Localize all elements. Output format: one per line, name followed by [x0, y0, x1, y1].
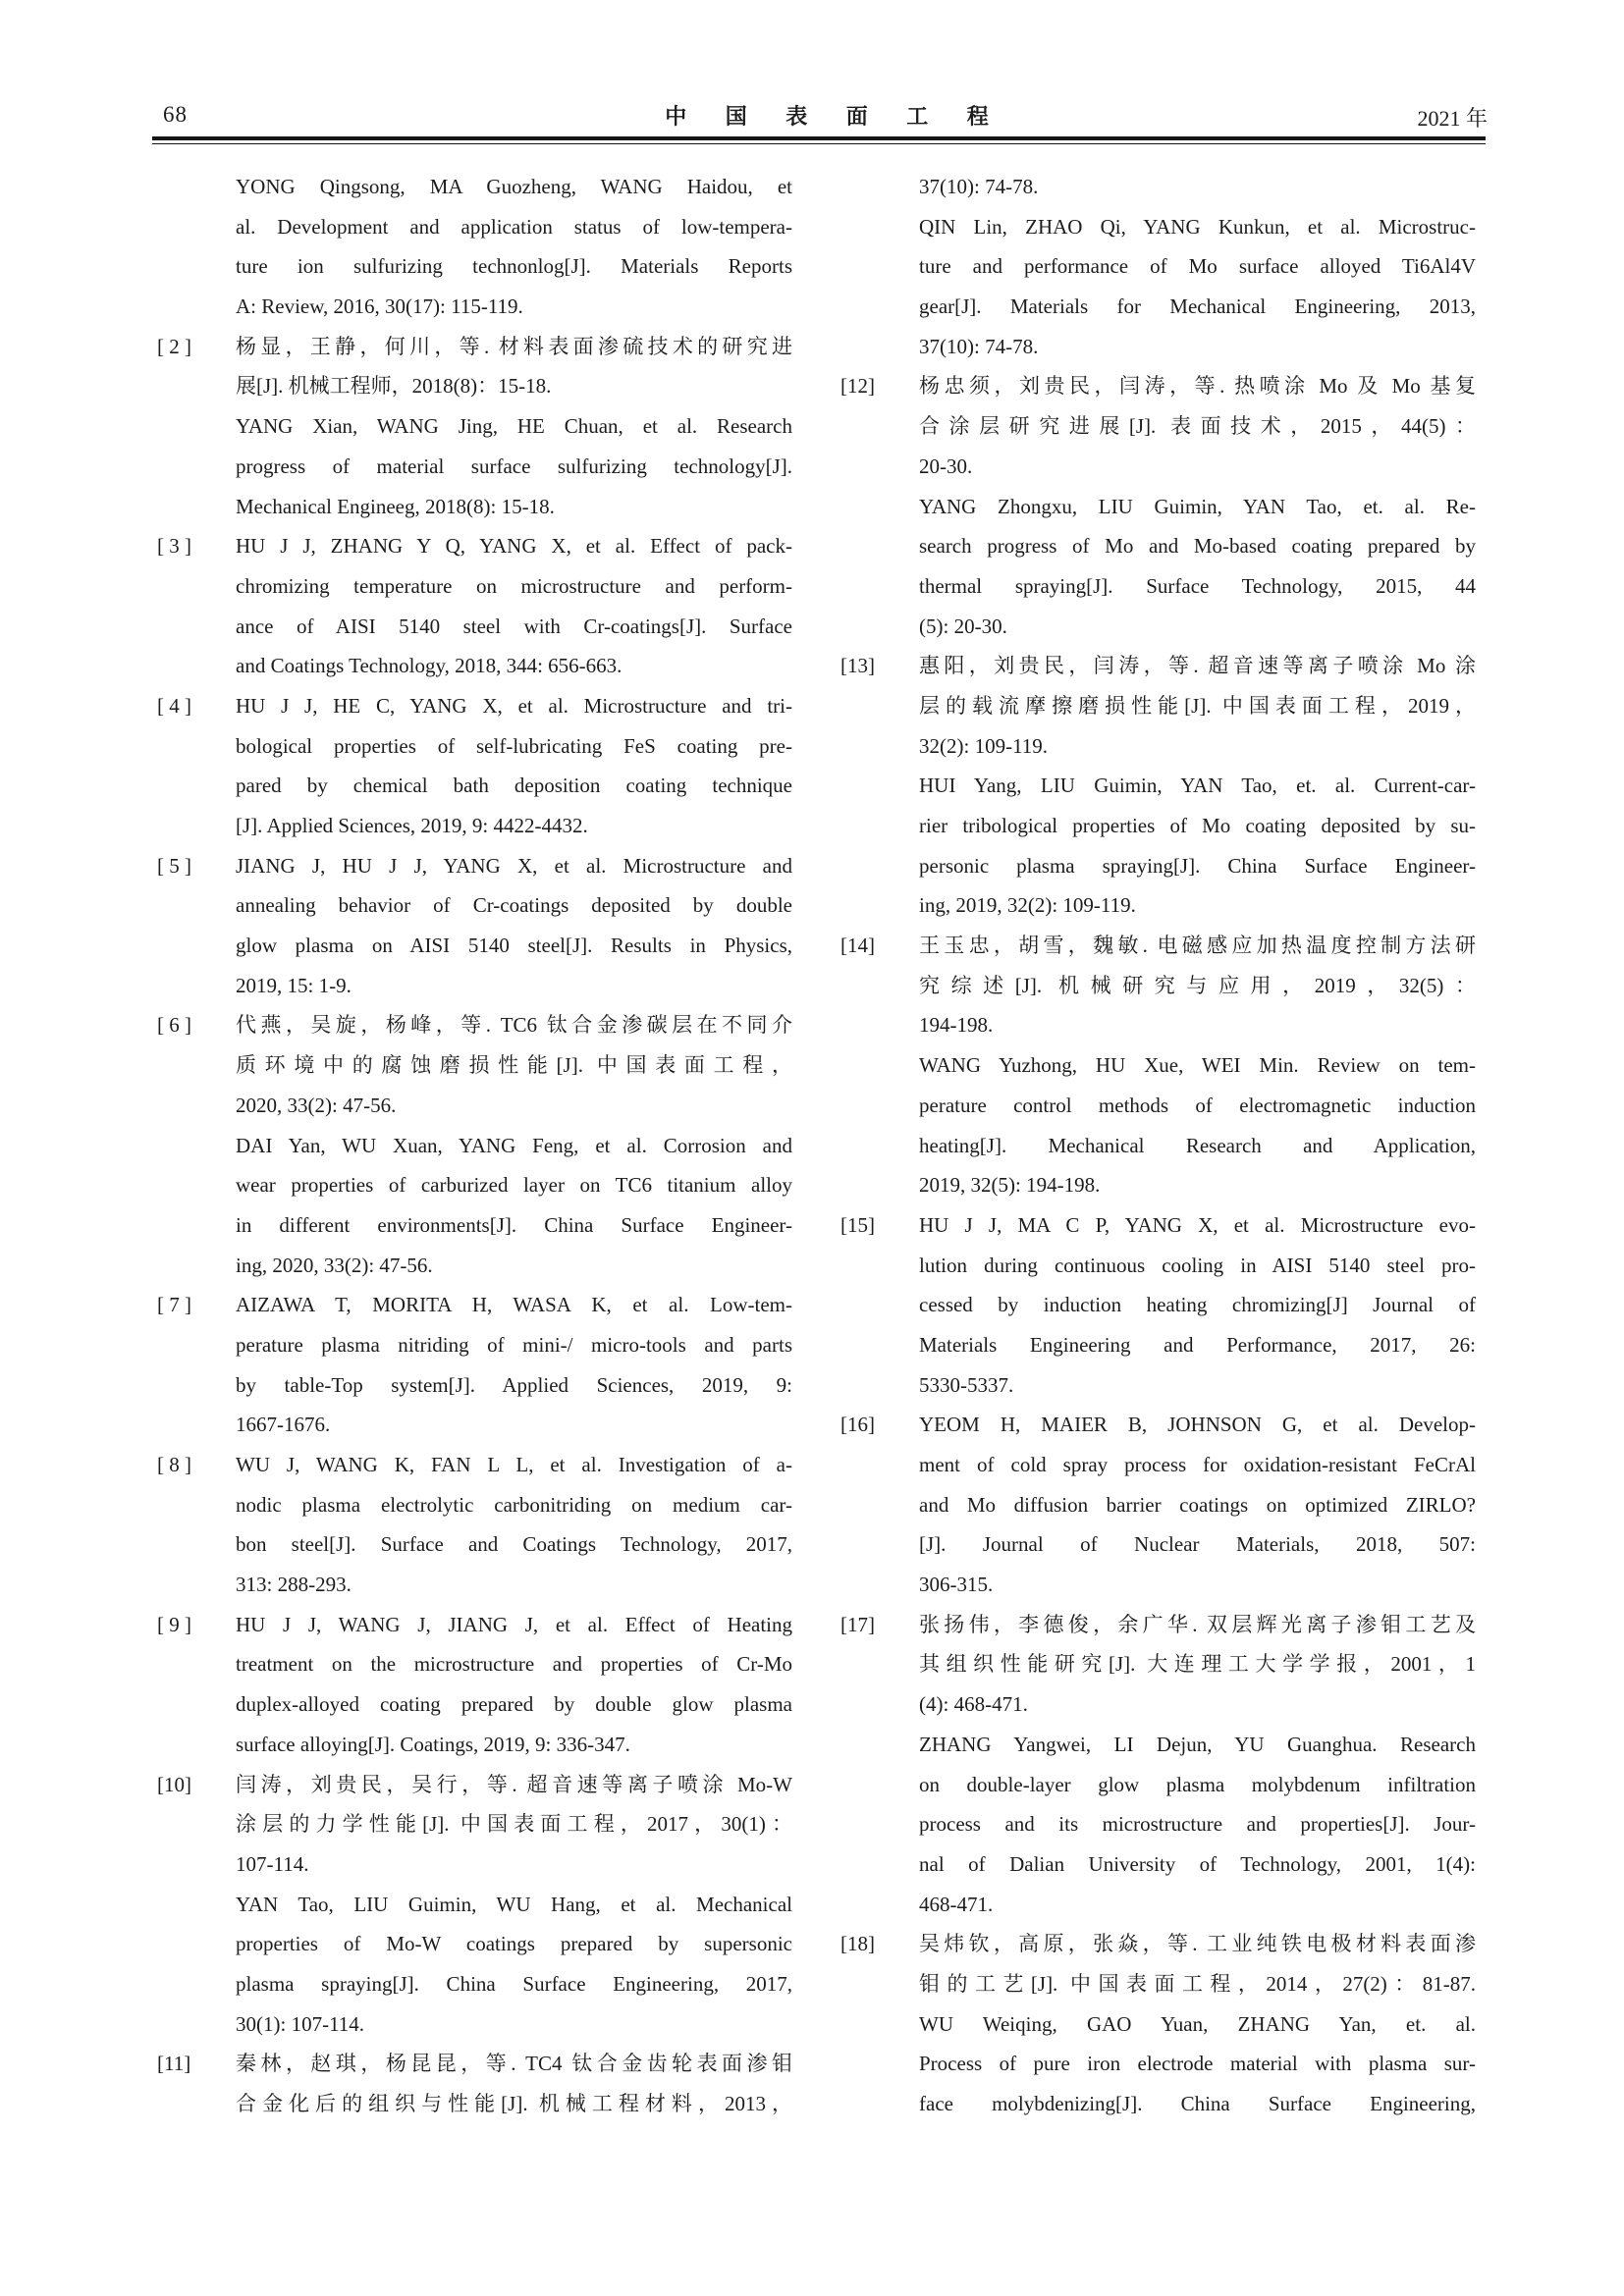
reference-label: [ 7 ]	[157, 1293, 191, 1317]
reference-item	[840, 167, 1476, 366]
reference-line: 其组织性能研究[J]. 大连理工大学学报，2001，1	[919, 1652, 1476, 1677]
reference-item	[840, 926, 1476, 1205]
reference-line: 2020, 33(2): 47-56.	[236, 1093, 397, 1117]
reference-line: chromizing temperature on microstructure and perform-	[236, 573, 792, 598]
reference-line: HU J J, MA C P, YANG X, et al. Microstructure evo-	[919, 1212, 1476, 1237]
reference-label: [11]	[157, 2052, 191, 2076]
reference-item	[840, 646, 1476, 926]
reference-label: [13]	[840, 654, 875, 678]
reference-line: thermal spraying[J]. Surface Technology, 2015, 44	[919, 573, 1476, 598]
reference-line: 30(1): 107-114.	[236, 2011, 365, 2036]
reference-line: 质环境中的腐蚀磨损性能[J]. 中国表面工程，	[236, 1053, 792, 1078]
reference-item	[157, 1445, 792, 1605]
reference-item	[157, 526, 792, 686]
reference-body	[919, 366, 1476, 646]
reference-line: progress of material surface sulfurizing technology[J].	[236, 454, 792, 478]
reference-line: duplex-alloyed coating prepared by double glow plasma	[236, 1692, 792, 1717]
reference-line: 代燕，吴旋，杨峰，等. TC6 钛合金渗碳层在不同介	[236, 1013, 792, 1038]
reference-line: AIZAWA T, MORITA H, WASA K, et al. Low-tem-	[236, 1293, 792, 1317]
reference-line: 1667-1676.	[236, 1413, 331, 1437]
reference-label: [15]	[840, 1212, 875, 1237]
year-label: 2021 年	[1417, 106, 1488, 131]
reference-line: ZHANG Yangwei, LI Dejun, YU Guanghua. Research	[919, 1732, 1476, 1756]
reference-line: heating[J]. Mechanical Research and Application,	[919, 1133, 1476, 1157]
reference-body	[236, 1605, 792, 1765]
reference-body	[919, 1924, 1476, 2123]
reference-line: (4): 468-471.	[919, 1692, 1028, 1717]
reference-label: [ 3 ]	[157, 534, 191, 559]
reference-item	[157, 1285, 792, 1445]
reference-label: [12]	[840, 374, 875, 399]
reference-body	[236, 1285, 792, 1445]
reference-line: glow plasma on AISI 5140 steel[J]. Results in Physics,	[236, 934, 792, 958]
reference-label: [14]	[840, 934, 875, 958]
reference-item	[157, 1765, 792, 2045]
reference-line: 5330-5337.	[919, 1372, 1014, 1397]
reference-line: A: Review, 2016, 30(17): 115-119.	[236, 294, 523, 319]
reference-line: bological properties of self-lubricating FeS coating pre-	[236, 733, 792, 758]
reference-line: 涂层的力学性能[J]. 中国表面工程，2017，30(1)：	[236, 1812, 792, 1837]
reference-item	[840, 1605, 1476, 1925]
reference-body	[919, 167, 1476, 366]
reference-label: [18]	[840, 1932, 875, 1956]
reference-body	[919, 646, 1476, 926]
reference-body	[236, 1005, 792, 1285]
reference-line: by table-Top system[J]. Applied Sciences, 2019, 9:	[236, 1372, 792, 1397]
header-rule	[152, 136, 1486, 144]
reference-line: YANG Zhongxu, LIU Guimin, YAN Tao, et. al. Re-	[919, 494, 1476, 518]
column-left	[157, 167, 792, 2124]
reference-item	[157, 327, 792, 526]
reference-line: 秦林，赵琪，杨昆昆，等. TC4 钛合金齿轮表面渗钼	[236, 2052, 792, 2076]
reference-line: HUI Yang, LIU Guimin, YAN Tao, et. al. Current-car-	[919, 774, 1476, 798]
reference-label: [ 4 ]	[157, 693, 191, 718]
reference-line: 展[J]. 机械工程师，2018(8)：15-18.	[236, 374, 552, 399]
reference-body	[236, 1445, 792, 1605]
reference-line: ing, 2020, 33(2): 47-56.	[236, 1253, 433, 1277]
reference-body	[236, 526, 792, 686]
reference-line: lution during continuous cooling in AISI 5140 steel pro-	[919, 1253, 1476, 1277]
reference-line: 37(10): 74-78.	[919, 175, 1039, 198]
reference-line: bon steel[J]. Surface and Coatings Technology, 2017,	[236, 1532, 792, 1557]
reference-line: (5): 20-30.	[919, 614, 1007, 638]
reference-line: 钼的工艺[J]. 中国表面工程，2014，27(2)：81-87.	[919, 1971, 1476, 1996]
reference-body	[236, 846, 792, 1006]
reference-line: WU Weiqing, GAO Yuan, ZHANG Yan, et. al.	[919, 2011, 1476, 2036]
reference-body	[236, 167, 792, 327]
reference-line: personic plasma spraying[J]. China Surface Engineer-	[919, 853, 1476, 878]
reference-body	[236, 327, 792, 526]
reference-body	[919, 926, 1476, 1205]
reference-line: [J]. Applied Sciences, 2019, 9: 4422-4432.	[236, 814, 588, 837]
reference-item	[840, 1405, 1476, 1604]
reference-line: perature control methods of electromagnetic induction	[919, 1093, 1476, 1117]
reference-line: YEOM H, MAIER B, JOHNSON G, et al. Develop-	[919, 1413, 1476, 1437]
reference-line: gear[J]. Materials for Mechanical Engineering, 2013,	[919, 294, 1476, 319]
reference-line: 194-198.	[919, 1013, 994, 1038]
reference-line: plasma spraying[J]. China Surface Engineering, 2017,	[236, 1971, 792, 1996]
reference-line: search progress of Mo and Mo-based coating prepared by	[919, 534, 1476, 559]
reference-line: HU J J, ZHANG Y Q, YANG X, et al. Effect of pack-	[236, 534, 792, 559]
reference-line: 107-114.	[236, 1851, 309, 1876]
reference-line: 306-315.	[919, 1573, 994, 1597]
reference-line: 37(10): 74-78.	[919, 334, 1039, 358]
reference-line: surface alloying[J]. Coatings, 2019, 9: 336-347.	[236, 1732, 630, 1756]
journal-title: 中 国 表 面 工 程	[665, 104, 989, 129]
reference-line: wear properties of carburized layer on TC6 titanium alloy	[236, 1173, 792, 1198]
reference-line: ment of cold spray process for oxidation-resistant FeCrAl	[919, 1453, 1476, 1476]
reference-line: properties of Mo-W coatings prepared by supersonic	[236, 1932, 792, 1956]
reference-line: nodic plasma electrolytic carbonitriding on medium car-	[236, 1492, 792, 1517]
reference-item	[840, 366, 1476, 646]
reference-line: 合金化后的组织与性能[J]. 机械工程材料，2013，	[236, 2092, 792, 2115]
reference-line: nal of Dalian University of Technology, 2001, 1(4):	[919, 1851, 1476, 1876]
reference-line: 惠阳，刘贵民，闫涛，等. 超音速等离子喷涂 Mo 涂	[919, 654, 1476, 678]
reference-line: 张扬伟，李德俊，余广华. 双层辉光离子渗钼工艺及	[919, 1612, 1476, 1636]
reference-label: [ 6 ]	[157, 1013, 191, 1038]
reference-item	[840, 1924, 1476, 2123]
reference-line: 杨忠须，刘贵民，闫涛，等. 热喷涂 Mo 及 Mo 基复	[919, 374, 1476, 399]
reference-line: 2019, 15: 1-9.	[236, 973, 352, 997]
column-right	[840, 167, 1476, 2124]
reference-line: [J]. Journal of Nuclear Materials, 2018, 507:	[919, 1532, 1476, 1557]
reference-line: Materials Engineering and Performance, 2017, 26:	[919, 1332, 1476, 1357]
reference-label: [ 8 ]	[157, 1453, 191, 1476]
reference-line: YANG Xian, WANG Jing, HE Chuan, et al. Research	[236, 414, 792, 439]
reference-line: 313: 288-293.	[236, 1573, 352, 1597]
reference-body	[919, 1405, 1476, 1604]
reference-label: [10]	[157, 1772, 191, 1796]
reference-body	[919, 1605, 1476, 1925]
reference-line: 合涂层研究进展[J]. 表面技术，2015，44(5)：	[919, 414, 1476, 439]
reference-item	[157, 1005, 792, 1285]
reference-line: cessed by induction heating chromizing[J] Journal of	[919, 1293, 1476, 1317]
reference-item	[157, 2044, 792, 2123]
reference-line: annealing behavior of Cr-coatings deposited by double	[236, 893, 792, 918]
reference-line: ance of AISI 5140 steel with Cr-coatings[J]. Surface	[236, 614, 792, 638]
reference-item	[157, 167, 792, 327]
reference-line: and Mo diffusion barrier coatings on optimized ZIRLO?	[919, 1492, 1476, 1517]
reference-item	[157, 846, 792, 1006]
reference-line: process and its microstructure and properties[J]. Jour-	[919, 1812, 1476, 1837]
reference-line: 究综述[J]. 机械研究与应用，2019，32(5)：	[919, 973, 1476, 997]
reference-item	[157, 686, 792, 846]
reference-body	[236, 2044, 792, 2123]
reference-body	[236, 1765, 792, 2045]
reference-line: YAN Tao, LIU Guimin, WU Hang, et al. Mechanical	[236, 1892, 792, 1916]
reference-line: rier tribological properties of Mo coating deposited by su-	[919, 814, 1476, 837]
reference-line: ing, 2019, 32(2): 109-119.	[919, 893, 1136, 918]
reference-line: pared by chemical bath deposition coating technique	[236, 774, 792, 798]
references	[157, 167, 1476, 2124]
reference-line: 王玉忠，胡雪，魏敏. 电磁感应加热温度控制方法研	[919, 934, 1476, 958]
reference-item	[840, 1205, 1476, 1405]
reference-line: in different environments[J]. China Surface Engineer-	[236, 1212, 792, 1237]
reference-line: QIN Lin, ZHAO Qi, YANG Kunkun, et al. Microstruc-	[919, 214, 1476, 239]
reference-line: 闫涛，刘贵民，吴行，等. 超音速等离子喷涂 Mo-W	[236, 1772, 792, 1796]
reference-line: on double-layer glow plasma molybdenum infiltration	[919, 1772, 1476, 1796]
reference-line: and Coatings Technology, 2018, 344: 656-663.	[236, 654, 623, 678]
reference-line: 468-471.	[919, 1892, 994, 1916]
reference-line: 2019, 32(5): 194-198.	[919, 1173, 1101, 1198]
reference-body	[919, 1205, 1476, 1405]
reference-line: Mechanical Engineeg, 2018(8): 15-18.	[236, 494, 555, 518]
reference-line: ture and performance of Mo surface alloyed Ti6Al4V	[919, 254, 1476, 279]
reference-line: Process of pure iron electrode material with plasma sur-	[919, 2052, 1476, 2076]
reference-line: perature plasma nitriding of mini-/ micro-tools and parts	[236, 1332, 792, 1357]
reference-line: 杨显，王静，何川，等. 材料表面渗硫技术的研究进	[236, 334, 792, 358]
reference-line: WANG Yuzhong, HU Xue, WEI Min. Review on tem-	[919, 1053, 1476, 1078]
reference-line: 层的载流摩擦磨损性能[J]. 中国表面工程，2019，	[919, 693, 1476, 718]
reference-line: WU J, WANG K, FAN L L, et al. Investigation of a-	[236, 1453, 792, 1476]
reference-label: [ 9 ]	[157, 1612, 191, 1636]
reference-line: face molybdenizing[J]. China Surface Engineering,	[919, 2092, 1476, 2115]
reference-label	[157, 167, 236, 327]
page-number: 68	[163, 102, 188, 127]
reference-line: JIANG J, HU J J, YANG X, et al. Microstructure and	[236, 853, 792, 878]
reference-body	[236, 686, 792, 846]
reference-line: ture ion sulfurizing technonlog[J]. Materials Reports	[236, 254, 792, 279]
reference-line: al. Development and application status of low-tempera-	[236, 214, 792, 239]
reference-item	[157, 1605, 792, 1765]
reference-label: [ 5 ]	[157, 853, 191, 878]
reference-line: 吴炜钦，高原，张焱，等. 工业纯铁电极材料表面渗	[919, 1932, 1476, 1956]
reference-line: YONG Qingsong, MA Guozheng, WANG Haidou, et	[236, 175, 792, 198]
reference-label: [ 2 ]	[157, 334, 191, 358]
reference-line: HU J J, WANG J, JIANG J, et al. Effect of Heating	[236, 1612, 792, 1636]
reference-line: treatment on the microstructure and properties of Cr-Mo	[236, 1652, 792, 1677]
reference-line: 32(2): 109-119.	[919, 733, 1049, 758]
reference-label: [17]	[840, 1612, 875, 1636]
reference-line: HU J J, HE C, YANG X, et al. Microstructure and tri-	[236, 693, 792, 718]
reference-line: 20-30.	[919, 454, 973, 478]
reference-line: DAI Yan, WU Xuan, YANG Feng, et al. Corrosion and	[236, 1133, 792, 1157]
reference-label: [16]	[840, 1413, 875, 1437]
reference-label	[840, 167, 919, 366]
